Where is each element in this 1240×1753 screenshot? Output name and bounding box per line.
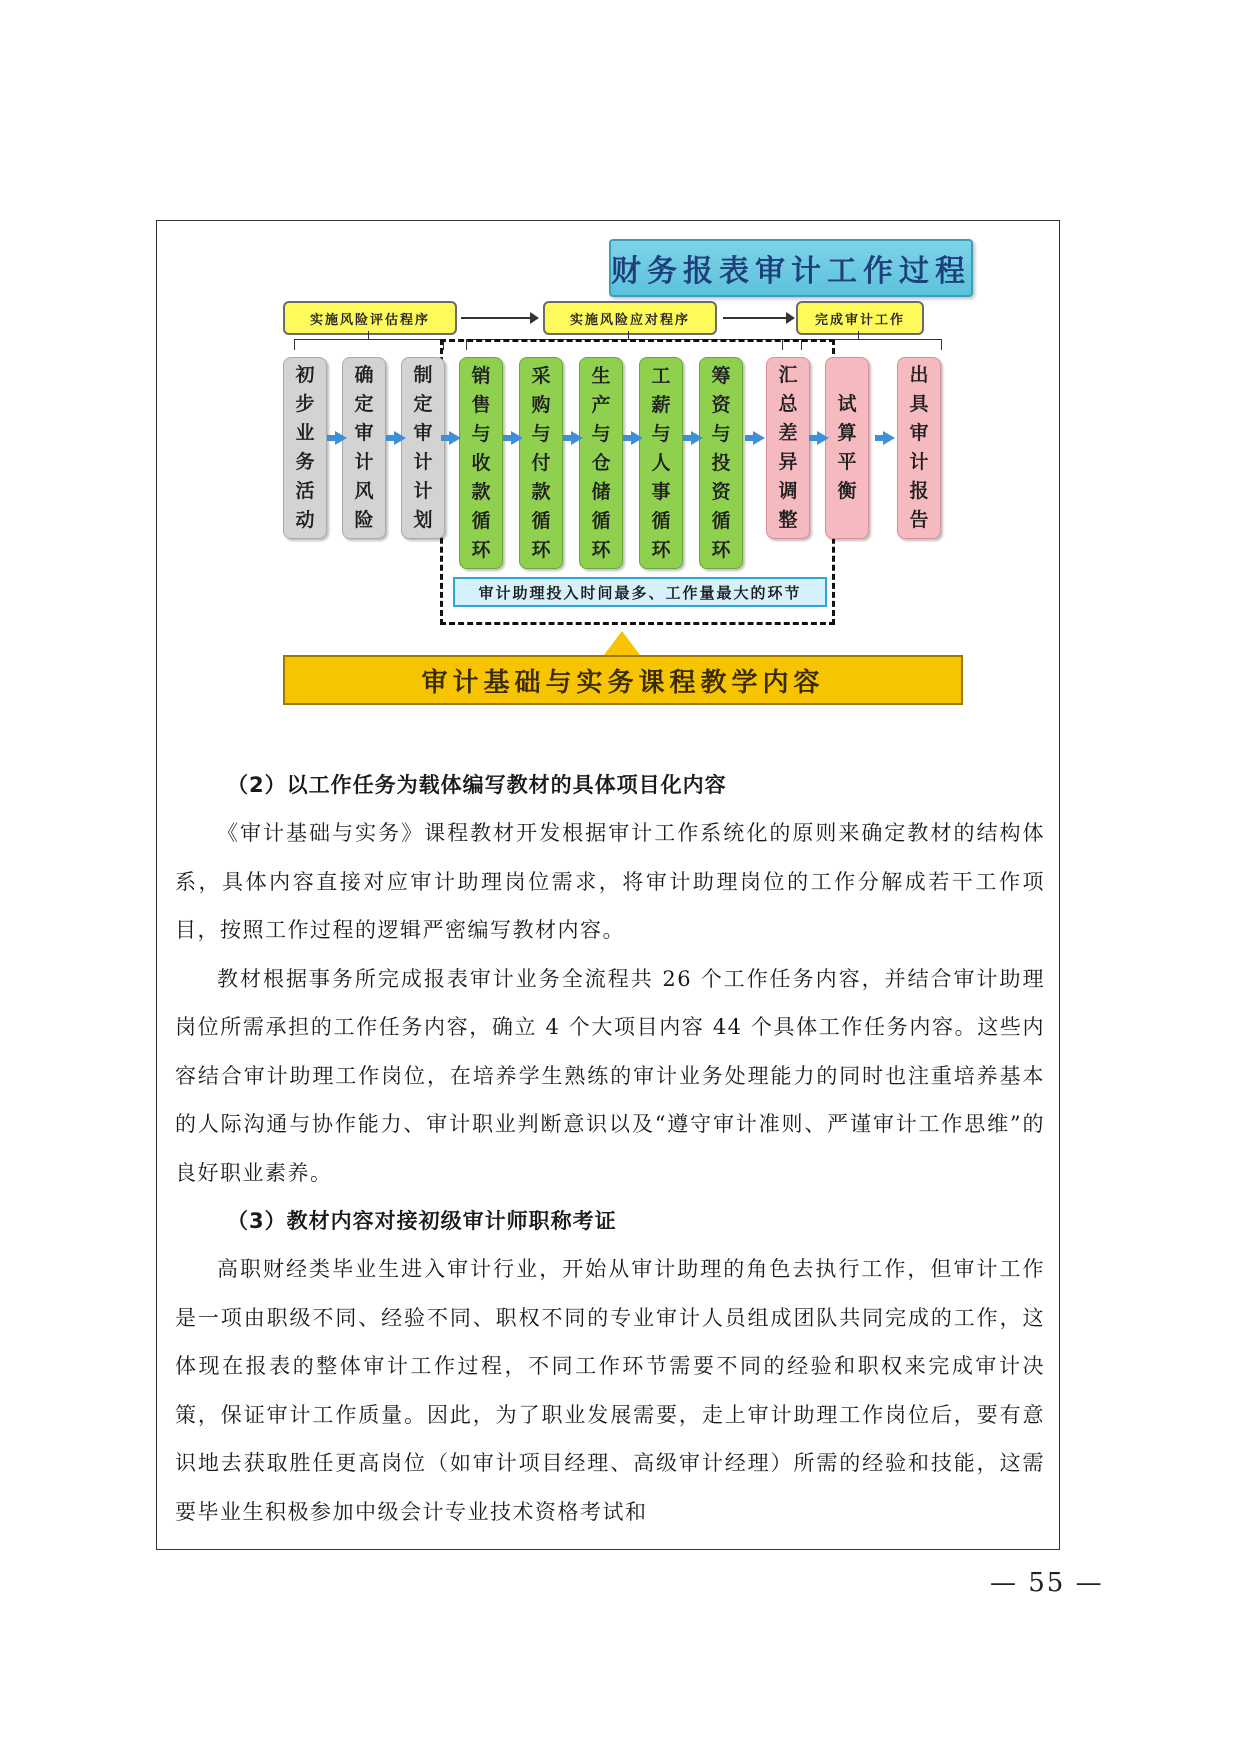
col-trial-balance: 试 算 平 衡 (825, 357, 869, 539)
arrow-icon (335, 431, 347, 445)
col-summarize-adjustments: 汇 总 差 异 调 整 (766, 357, 810, 539)
col-payroll-cycle: 工 薪 与 人 事 循 环 (639, 357, 683, 569)
stem-1 (368, 331, 369, 339)
bracket-1 (294, 339, 444, 350)
stem-2 (628, 331, 629, 339)
col-audit-plan: 制 定 审 计 计 划 (401, 357, 445, 539)
arrow-icon (394, 431, 406, 445)
arrow-icon (691, 431, 703, 445)
section-heading-3: （3）教材内容对接初级审计师职称考证 (227, 1209, 617, 1233)
stage-risk-assessment: 实施风险评估程序 (283, 301, 457, 335)
content-frame (156, 220, 1060, 1550)
col-purchase-cycle: 采 购 与 付 款 循 环 (519, 357, 563, 569)
page-number: — 55 — (990, 1568, 1104, 1598)
up-arrow-icon (604, 631, 640, 655)
arrow-icon (571, 431, 583, 445)
diagram-title: 财务报表审计工作过程 (609, 239, 973, 297)
arrow-icon (817, 431, 829, 445)
focus-note: 审计助理投入时间最多、工作量最大的环节 (453, 577, 827, 607)
stem-3 (858, 331, 859, 339)
stage-risk-response: 实施风险应对程序 (543, 301, 717, 335)
audit-process-diagram (283, 227, 993, 707)
arrow-icon (753, 431, 765, 445)
section-heading-2: （2）以工作任务为载体编写教材的具体项目化内容 (227, 773, 727, 797)
paragraph-2: 教材根据事务所完成报表审计业务全流程共 26 个工作任务内容，并结合审计助理岗位所需承担的工作任务内容，确立 4 个大项目内容 44 个具体工作任务内容。这些内容结合审计助理工作岗位，在培养学生熟练的审计业务处理能力的同时也注重培养基本的人际沟通与协作能力、审计职业判断意识以及“遵守审计准则、严谨审计工作思维”的良好职业素养。 (175, 966, 1045, 1185)
stage-completion: 完成审计工作 (796, 301, 924, 335)
arrow-icon (511, 431, 523, 445)
body-text (175, 761, 1045, 1536)
arrow-icon (449, 431, 461, 445)
col-determine-risk: 确 定 审 计 风 险 (342, 357, 386, 539)
course-content-bar: 审计基础与实务课程教学内容 (283, 655, 963, 705)
paragraph-3: 高职财经类毕业生进入审计行业，开始从审计助理的角色去执行工作，但审计工作是一项由职级不同、经验不同、职权不同的专业审计人员组成团队共同完成的工作，这体现在报表的整体审计工作过程，不同工作环节需要不同的经验和职权来完成审计决策，保证审计工作质量。因此，为了职业发展需要，走上审计助理工作岗位后，要有意识地去获取胜任更高岗位（如审计项目经理、高级审计经理）所需的经验和技能，这需要毕业生积极参加中级会计专业技术资格考试和 (175, 1257, 1045, 1524)
arrow-icon (883, 431, 895, 445)
arrow-icon (631, 431, 643, 445)
paragraph-1: 《审计基础与实务》课程教材开发根据审计工作系统化的原则来确定教材的结构体系，具体内容直接对应审计助理岗位需求，将审计助理岗位的工作分解成若干工作项目，按照工作过程的逻辑严密编写教材内容。 (175, 821, 1045, 942)
col-initial-activities: 初 步 业 务 活 动 (283, 357, 327, 539)
col-audit-report: 出 具 审 计 报 告 (897, 357, 941, 539)
flow-arrow-2 (723, 317, 787, 319)
flow-arrow-1 (461, 317, 531, 319)
col-sales-cycle: 销 售 与 收 款 循 环 (459, 357, 503, 569)
col-financing-cycle: 筹 资 与 投 资 循 环 (699, 357, 743, 569)
col-production-cycle: 生 产 与 仓 储 循 环 (579, 357, 623, 569)
